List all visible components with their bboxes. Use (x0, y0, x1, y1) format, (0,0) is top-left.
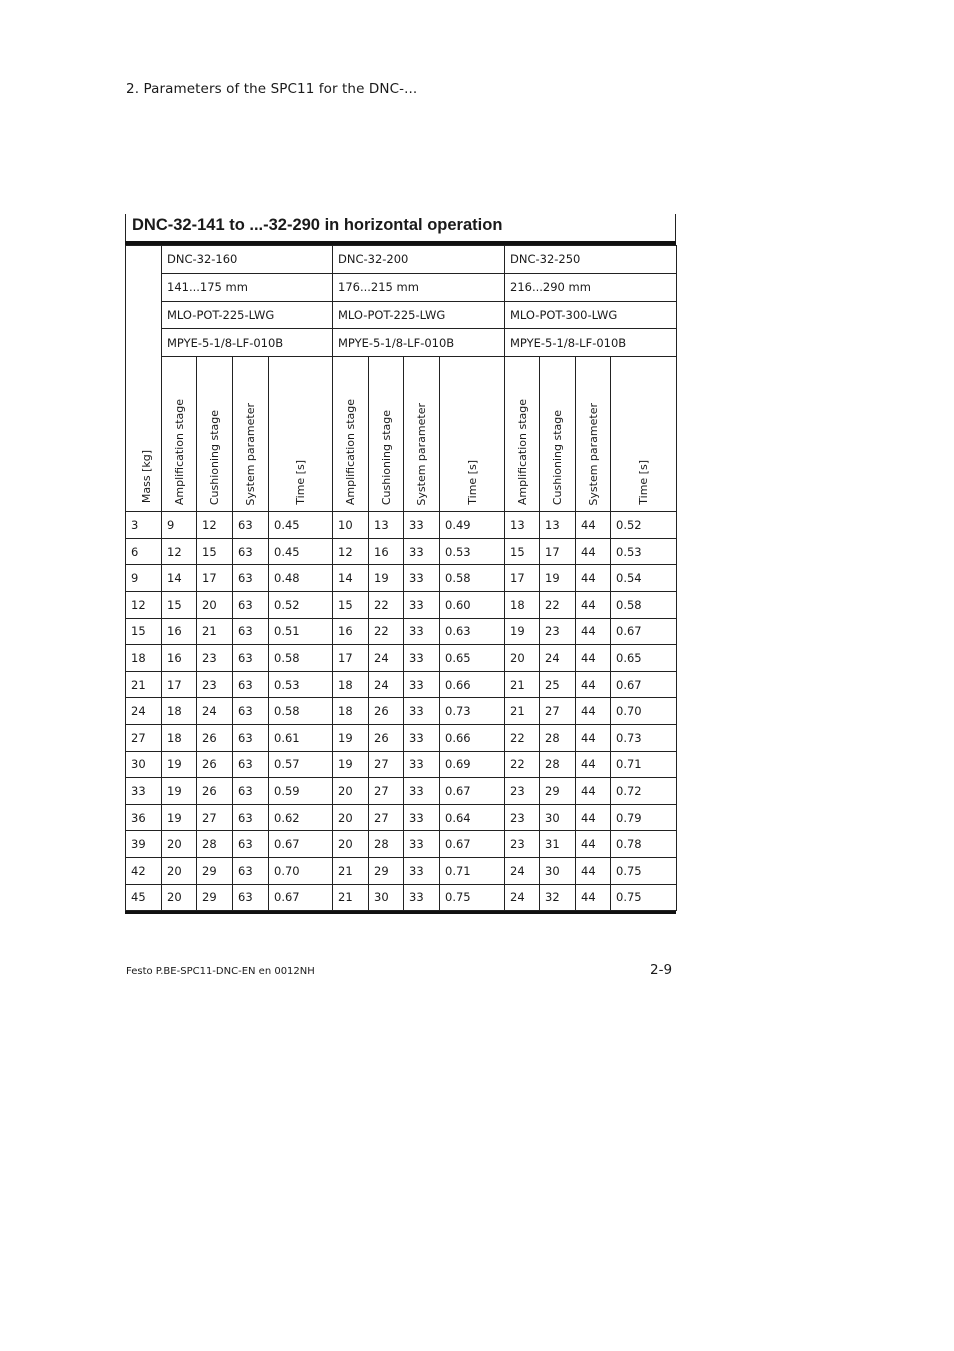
table-cell: 0.48 (269, 565, 333, 592)
table-cell: 24 (505, 884, 540, 911)
table-cell: 32 (540, 884, 576, 911)
table-cell: 21 (333, 857, 369, 884)
table-cell: 27 (369, 751, 404, 778)
table-cell: 44 (576, 884, 611, 911)
table-cell: 18 (333, 671, 369, 698)
table-cell: 63 (233, 857, 269, 884)
mass-value: 30 (126, 751, 162, 778)
table-cell: 44 (576, 724, 611, 751)
group-potentiometer-cell: MLO-POT-225-LWG (162, 301, 333, 329)
table-cell: 44 (576, 512, 611, 539)
column-label: Time [s] (294, 460, 307, 506)
table-cell: 63 (233, 565, 269, 592)
table-cell: 0.52 (269, 591, 333, 618)
table-cell: 27 (369, 778, 404, 805)
table-cell: 63 (233, 698, 269, 725)
table-cell: 20 (333, 804, 369, 831)
table-cell: 13 (369, 512, 404, 539)
table-cell: 0.67 (440, 831, 505, 858)
table-cell: 22 (505, 724, 540, 751)
mass-value: 45 (126, 884, 162, 911)
table-cell: 17 (197, 565, 233, 592)
table-cell: 63 (233, 512, 269, 539)
table-cell: 14 (333, 565, 369, 592)
table-cell: 0.53 (611, 538, 677, 565)
table-cell: 0.66 (440, 724, 505, 751)
column-label-cell (369, 357, 404, 512)
table-cell: 24 (369, 645, 404, 672)
table-cell: 33 (404, 512, 440, 539)
table-cell: 26 (197, 778, 233, 805)
table-cell: 23 (505, 804, 540, 831)
table-cell: 0.65 (611, 645, 677, 672)
group-stroke-range-cell: 141...175 mm (162, 273, 333, 301)
table-cell: 0.67 (269, 831, 333, 858)
table-cell: 33 (404, 831, 440, 858)
group-stroke-range-cell: 216...290 mm (505, 273, 677, 301)
table-cell: 16 (369, 538, 404, 565)
column-label: Time [s] (465, 460, 479, 506)
table-cell: 30 (540, 804, 576, 831)
table-cell: 15 (505, 538, 540, 565)
table-cell: 23 (197, 645, 233, 672)
column-label: Cushioning stage (379, 410, 393, 506)
header-row-valve (126, 329, 677, 357)
mass-value: 18 (126, 645, 162, 672)
mass-value: 9 (126, 565, 162, 592)
table-cell: 15 (162, 591, 197, 618)
header-row-model (126, 246, 677, 274)
table-cell: 33 (404, 804, 440, 831)
parameter-table-block (125, 214, 676, 914)
table-cell: 21 (505, 698, 540, 725)
mass-value: 42 (126, 857, 162, 884)
table-cell: 0.69 (440, 751, 505, 778)
header-row-stroke-range (126, 273, 677, 301)
table-cell: 0.75 (611, 857, 677, 884)
table-cell: 63 (233, 671, 269, 698)
header-row-potentiometer (126, 301, 677, 329)
table-row (126, 831, 677, 858)
column-label: System parameter (415, 402, 428, 506)
table-cell: 13 (540, 512, 576, 539)
table-cell: 44 (576, 565, 611, 592)
group-valve-cell: MPYE-5-1/8-LF-010B (505, 329, 677, 357)
table-cell: 0.61 (269, 724, 333, 751)
column-label-row (126, 357, 677, 512)
table-row (126, 671, 677, 698)
table-cell: 29 (197, 857, 233, 884)
table-cell: 15 (333, 591, 369, 618)
table-cell: 0.54 (611, 565, 677, 592)
table-cell: 26 (197, 751, 233, 778)
table-title: DNC-32-141 to ...-32-290 in horizontal operation (125, 214, 676, 241)
table-cell: 33 (404, 884, 440, 911)
mass-header-cell (126, 246, 162, 512)
table-cell: 20 (197, 591, 233, 618)
table-cell: 0.67 (440, 778, 505, 805)
table-cell: 12 (162, 538, 197, 565)
table-cell: 28 (197, 831, 233, 858)
column-label: Time [s] (637, 460, 650, 506)
table-cell: 0.49 (440, 512, 505, 539)
column-label-cell (576, 357, 611, 512)
mass-value: 21 (126, 671, 162, 698)
column-label-cell (404, 357, 440, 512)
table-cell: 9 (162, 512, 197, 539)
table-cell: 24 (369, 671, 404, 698)
table-cell: 0.75 (611, 884, 677, 911)
table-row (126, 724, 677, 751)
parameter-table (125, 245, 677, 911)
group-potentiometer-cell: MLO-POT-300-LWG (505, 301, 677, 329)
table-cell: 27 (197, 804, 233, 831)
table-cell: 33 (404, 778, 440, 805)
table-cell: 17 (505, 565, 540, 592)
table-cell: 15 (197, 538, 233, 565)
group-valve-cell: MPYE-5-1/8-LF-010B (162, 329, 333, 357)
table-cell: 28 (540, 724, 576, 751)
table-body (126, 246, 677, 911)
table-cell: 0.66 (440, 671, 505, 698)
table-cell: 24 (197, 698, 233, 725)
table-cell: 28 (540, 751, 576, 778)
table-cell: 0.45 (269, 512, 333, 539)
table-cell: 10 (333, 512, 369, 539)
table-cell: 26 (197, 724, 233, 751)
table-cell: 20 (162, 831, 197, 858)
table-cell: 19 (369, 565, 404, 592)
table-cell: 0.60 (440, 591, 505, 618)
table-cell: 29 (540, 778, 576, 805)
table-cell: 17 (333, 645, 369, 672)
column-label-cell (162, 357, 197, 512)
table-cell: 20 (505, 645, 540, 672)
table-row (126, 778, 677, 805)
table-cell: 0.59 (269, 778, 333, 805)
table-cell: 24 (505, 857, 540, 884)
mass-value: 33 (126, 778, 162, 805)
table-cell: 19 (162, 804, 197, 831)
mass-value: 36 (126, 804, 162, 831)
table-cell: 0.52 (611, 512, 677, 539)
table-cell: 44 (576, 645, 611, 672)
table-cell: 33 (404, 698, 440, 725)
table-cell: 20 (333, 831, 369, 858)
table-cell: 33 (404, 671, 440, 698)
table-cell: 33 (404, 591, 440, 618)
table-cell: 13 (505, 512, 540, 539)
table-cell: 0.67 (611, 618, 677, 645)
table-cell: 33 (404, 538, 440, 565)
table-cell: 33 (404, 645, 440, 672)
table-row (126, 645, 677, 672)
table-row (126, 565, 677, 592)
table-row (126, 804, 677, 831)
column-label: Cushioning stage (208, 410, 221, 506)
table-cell: 63 (233, 804, 269, 831)
table-cell: 18 (162, 724, 197, 751)
table-cell: 19 (505, 618, 540, 645)
table-cell: 63 (233, 751, 269, 778)
column-label: System parameter (244, 402, 257, 506)
table-cell: 17 (162, 671, 197, 698)
mass-label: Mass [kg] (139, 450, 153, 504)
table-cell: 22 (505, 751, 540, 778)
group-model-cell: DNC-32-250 (505, 246, 677, 274)
table-cell: 0.71 (440, 857, 505, 884)
column-label-cell (269, 357, 333, 512)
table-cell: 18 (333, 698, 369, 725)
mass-value: 39 (126, 831, 162, 858)
column-label: Amplification stage (515, 399, 529, 506)
column-label-cell (333, 357, 369, 512)
table-cell: 0.71 (611, 751, 677, 778)
mass-value: 24 (126, 698, 162, 725)
column-label: System parameter (586, 402, 600, 506)
table-cell: 17 (540, 538, 576, 565)
table-cell: 33 (404, 724, 440, 751)
table-cell: 19 (333, 724, 369, 751)
table-cell: 20 (162, 857, 197, 884)
mass-value: 12 (126, 591, 162, 618)
table-cell: 16 (162, 645, 197, 672)
table-cell: 0.63 (440, 618, 505, 645)
table-cell: 18 (505, 591, 540, 618)
table-cell: 0.73 (440, 698, 505, 725)
table-cell: 0.75 (440, 884, 505, 911)
footer-document-id: Festo P.BE-SPC11-DNC-EN en 0012NH (126, 966, 315, 977)
mass-value: 3 (126, 512, 162, 539)
column-label-cell (440, 357, 505, 512)
column-label: Cushioning stage (551, 410, 564, 506)
table-cell: 0.72 (611, 778, 677, 805)
table-cell: 16 (162, 618, 197, 645)
table-cell: 30 (369, 884, 404, 911)
table-row (126, 512, 677, 539)
table-cell: 0.58 (611, 591, 677, 618)
table-row (126, 538, 677, 565)
table-cell: 44 (576, 857, 611, 884)
table-cell: 44 (576, 618, 611, 645)
page-number: 2-9 (650, 962, 673, 978)
table-cell: 26 (369, 724, 404, 751)
group-stroke-range-cell: 176...215 mm (333, 273, 505, 301)
table-cell: 0.57 (269, 751, 333, 778)
group-valve-cell: MPYE-5-1/8-LF-010B (333, 329, 505, 357)
table-cell: 0.73 (611, 724, 677, 751)
table-cell: 12 (197, 512, 233, 539)
table-cell: 33 (404, 751, 440, 778)
table-cell: 23 (505, 831, 540, 858)
column-label: Amplification stage (172, 399, 186, 506)
table-cell: 44 (576, 804, 611, 831)
table-cell: 19 (333, 751, 369, 778)
table-cell: 0.67 (269, 884, 333, 911)
group-model-cell: DNC-32-160 (162, 246, 333, 274)
table-cell: 44 (576, 831, 611, 858)
table-cell: 0.45 (269, 538, 333, 565)
table-cell: 0.79 (611, 804, 677, 831)
table-cell: 63 (233, 884, 269, 911)
table-cell: 0.53 (440, 538, 505, 565)
mass-value: 6 (126, 538, 162, 565)
table-row (126, 618, 677, 645)
table-cell: 19 (162, 778, 197, 805)
table-cell: 0.65 (440, 645, 505, 672)
table-cell: 21 (333, 884, 369, 911)
column-label-cell (611, 357, 677, 512)
table-cell: 21 (505, 671, 540, 698)
column-label-cell (505, 357, 540, 512)
table-cell: 31 (540, 831, 576, 858)
table-row (126, 857, 677, 884)
table-cell: 63 (233, 591, 269, 618)
table-cell: 63 (233, 831, 269, 858)
table-cell: 20 (162, 884, 197, 911)
table-cell: 0.58 (440, 565, 505, 592)
table-cell: 44 (576, 671, 611, 698)
table-cell: 63 (233, 778, 269, 805)
table-cell: 63 (233, 645, 269, 672)
table-cell: 0.62 (269, 804, 333, 831)
running-header: 2. Parameters of the SPC11 for the DNC-... (126, 81, 418, 97)
table-cell: 27 (369, 804, 404, 831)
table-cell: 44 (576, 751, 611, 778)
table-cell: 63 (233, 538, 269, 565)
table-cell: 19 (540, 565, 576, 592)
table-row (126, 698, 677, 725)
table-cell: 44 (576, 778, 611, 805)
table-cell: 23 (197, 671, 233, 698)
table-cell: 44 (576, 698, 611, 725)
table-cell: 18 (162, 698, 197, 725)
table-cell: 33 (404, 618, 440, 645)
column-label-cell (233, 357, 269, 512)
table-cell: 29 (369, 857, 404, 884)
group-potentiometer-cell: MLO-POT-225-LWG (333, 301, 505, 329)
table-cell: 63 (233, 618, 269, 645)
table-cell: 0.64 (440, 804, 505, 831)
table-cell: 44 (576, 538, 611, 565)
table-cell: 63 (233, 724, 269, 751)
table-cell: 0.58 (269, 645, 333, 672)
mass-value: 15 (126, 618, 162, 645)
table-cell: 24 (540, 645, 576, 672)
table-cell: 0.70 (269, 857, 333, 884)
table-cell: 0.67 (611, 671, 677, 698)
mass-value: 27 (126, 724, 162, 751)
table-cell: 23 (505, 778, 540, 805)
table-cell: 22 (369, 591, 404, 618)
table-cell: 12 (333, 538, 369, 565)
table-cell: 0.51 (269, 618, 333, 645)
table-cell: 23 (540, 618, 576, 645)
table-cell: 19 (162, 751, 197, 778)
table-cell: 0.70 (611, 698, 677, 725)
group-model-cell: DNC-32-200 (333, 246, 505, 274)
table-cell: 22 (369, 618, 404, 645)
table-cell: 25 (540, 671, 576, 698)
table-cell: 33 (404, 565, 440, 592)
table-cell: 0.78 (611, 831, 677, 858)
column-label-cell (197, 357, 233, 512)
column-label-cell (540, 357, 576, 512)
table-cell: 29 (197, 884, 233, 911)
table-cell: 44 (576, 591, 611, 618)
table-cell: 26 (369, 698, 404, 725)
table-cell: 20 (333, 778, 369, 805)
table-cell: 0.53 (269, 671, 333, 698)
table-row (126, 591, 677, 618)
table-cell: 21 (197, 618, 233, 645)
table-row (126, 884, 677, 911)
bottom-rule (125, 911, 676, 914)
table-cell: 16 (333, 618, 369, 645)
table-cell: 33 (404, 857, 440, 884)
table-cell: 28 (369, 831, 404, 858)
table-cell: 27 (540, 698, 576, 725)
table-cell: 14 (162, 565, 197, 592)
column-label: Amplification stage (344, 399, 357, 506)
table-cell: 30 (540, 857, 576, 884)
table-cell: 22 (540, 591, 576, 618)
table-cell: 0.58 (269, 698, 333, 725)
table-row (126, 751, 677, 778)
